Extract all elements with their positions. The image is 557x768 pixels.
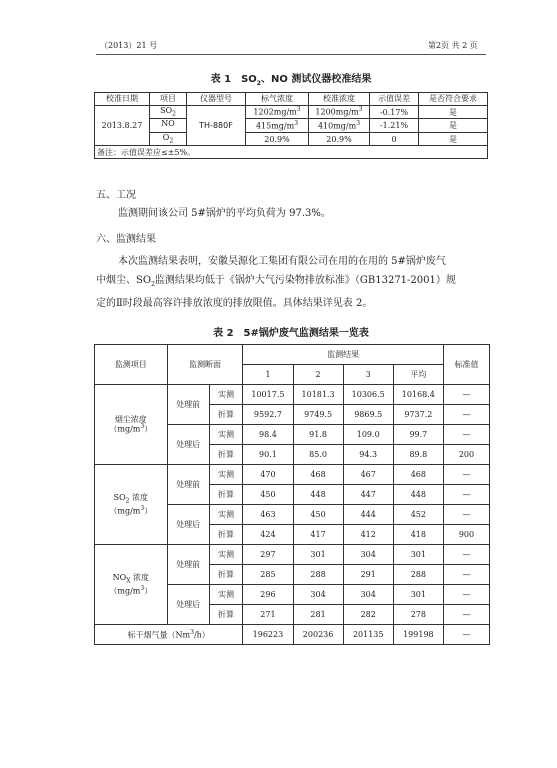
- table2-cell: 450: [293, 505, 343, 525]
- page-info: 第2页 共 2 页: [428, 41, 478, 50]
- table1-header-cell: 是否符合要求: [419, 93, 488, 106]
- table2-type-converted: 折算: [209, 525, 243, 545]
- table2-cell: 10168.4: [393, 385, 443, 405]
- table2-cell: 301: [393, 585, 443, 605]
- table2-cell: 448: [293, 485, 343, 505]
- table1-header-cell: 标气浓度: [246, 93, 309, 106]
- table2-cell: 470: [243, 465, 293, 485]
- table2-cell: 94.3: [343, 445, 393, 465]
- table2-cell: 418: [393, 525, 443, 545]
- table2-std-cell: —: [443, 625, 489, 645]
- table1-item-cell: $O_2$: [150, 132, 187, 145]
- table2-header-item: 监测项目: [95, 345, 168, 385]
- table2-group-label: $SO_2$ 浓度 $(mg/m^3)$: [95, 465, 168, 545]
- table2-cell: 304: [293, 585, 343, 605]
- table2-cell: 282: [343, 605, 393, 625]
- table2-cell: 291: [343, 565, 393, 585]
- table2-cell: 199198: [393, 625, 443, 645]
- table2-cell: 467: [343, 465, 393, 485]
- table2-std-cell: —: [443, 605, 489, 625]
- table2-cell: 447: [343, 485, 393, 505]
- table2-type-converted: 折算: [209, 485, 243, 505]
- table1-header-cell: 仪器型号: [187, 93, 246, 106]
- table1-ok-cell: 是: [419, 132, 488, 145]
- table-row: [95, 119, 488, 132]
- section5-heading: 五、工况: [96, 190, 136, 201]
- table2-cell: 296: [243, 585, 293, 605]
- table-row: [95, 385, 490, 405]
- table2-cell: 288: [393, 565, 443, 585]
- table2-col-header: 1: [243, 365, 293, 385]
- table1-header-cell: 示值误差: [370, 93, 419, 106]
- table2-cell: 9869.5: [343, 405, 393, 425]
- table2-type-converted: 折算: [209, 605, 243, 625]
- table2-cell: 444: [343, 505, 393, 525]
- table2-cell: 452: [393, 505, 443, 525]
- table2-std-cell: —: [443, 405, 489, 425]
- table2-cell: 278: [393, 605, 443, 625]
- table2-cell: 285: [243, 565, 293, 585]
- table2-cell: 109.0: [343, 425, 393, 445]
- table1-model-cell: TH-880F: [187, 106, 246, 146]
- table1-calibration: [94, 92, 488, 159]
- table1-err-cell: -1.21%: [370, 119, 419, 132]
- paragraph-line: 中烟尘、$SO_2$监测结果均低于《锅炉大气污染物排放标准》（GB13271-2001）规: [96, 275, 456, 288]
- table2-cell: 98.4: [243, 425, 293, 445]
- table2-cell: 424: [243, 525, 293, 545]
- table2-std-cell: —: [443, 545, 489, 565]
- table2-std-cell: 900: [443, 525, 489, 545]
- table2-stage-after: 处理后: [167, 425, 209, 465]
- table2-type-measured: 实测: [209, 545, 243, 565]
- table2-cell: 85.0: [293, 445, 343, 465]
- table2-header-std: 标准值: [443, 345, 489, 385]
- table-row: [95, 465, 490, 485]
- table1-err-cell: 0: [370, 132, 419, 145]
- table2-cell: 417: [293, 525, 343, 545]
- table2-std-cell: —: [443, 505, 489, 525]
- table2-cell: 99.7: [393, 425, 443, 445]
- table2-cell: 9749.5: [293, 405, 343, 425]
- table2-header-section: 监测断面: [167, 345, 243, 385]
- table2-cell: 463: [243, 505, 293, 525]
- table-row: [95, 106, 488, 119]
- paragraph-line: 定的Ⅱ时段最高容许排放浓度的排放限值。具体结果详见表 2。: [96, 298, 373, 309]
- table2-cell: 304: [343, 545, 393, 565]
- table2-cell: 9592.7: [243, 405, 293, 425]
- table2-cell: 9737.2: [393, 405, 443, 425]
- table1-item-cell: NO: [150, 119, 187, 132]
- table1-err-cell: -0.17%: [370, 106, 419, 119]
- table2-cell: 91.8: [293, 425, 343, 445]
- table1-note: 备注：示值误差应≤±5%。: [95, 146, 488, 159]
- table2-std-cell: —: [443, 385, 489, 405]
- table2-type-measured: 实测: [209, 465, 243, 485]
- table2-cell: 10017.5: [243, 385, 293, 405]
- table1-ok-cell: 是: [419, 106, 488, 119]
- table2-cell: 412: [343, 525, 393, 545]
- table2-header-results: 监测结果: [243, 345, 444, 365]
- table-row: [95, 545, 490, 565]
- table1-ok-cell: 是: [419, 119, 488, 132]
- table2-cell: 448: [393, 485, 443, 505]
- table2-cell: 450: [243, 485, 293, 505]
- table1-std-cell: 20.9%: [246, 132, 309, 145]
- table2-cell: 281: [293, 605, 343, 625]
- table2-flow-label: 标干烟气量（Nm$^3$/h）: [95, 625, 243, 645]
- table1-std-cell: $415mg/m^3$: [246, 119, 309, 132]
- table1-cal-cell: $410mg/m^3$: [309, 119, 370, 132]
- table2-flow-row: [95, 625, 490, 645]
- table1-header-cell: 校准日期: [95, 93, 150, 106]
- table1-item-cell: $SO_2$: [150, 106, 187, 119]
- table2-std-cell: —: [443, 585, 489, 605]
- table2-cell: 196223: [243, 625, 293, 645]
- table2-stage-after: 处理后: [167, 585, 209, 625]
- table1-header-cell: 校准浓度: [309, 93, 370, 106]
- table2-cell: 301: [393, 545, 443, 565]
- table2-cell: 304: [343, 585, 393, 605]
- table1-header-row: [95, 93, 488, 106]
- section6-paragraph: [96, 252, 488, 313]
- header-rule: [96, 54, 486, 55]
- table1-note-row: [95, 146, 488, 159]
- table2-col-header: 2: [293, 365, 343, 385]
- table2-type-measured: 实测: [209, 585, 243, 605]
- paragraph-line: 本次监测结果表明，安徽昊源化工集团有限公司在用的在用的 5#锅炉废气: [118, 256, 446, 267]
- table2-title: 表 2 5#锅炉废气监测结果一览表: [213, 328, 369, 339]
- table1-title: 表 1 $SO_2$、NO 测试仪器校准结果: [210, 74, 372, 87]
- table2-std-cell: —: [443, 485, 489, 505]
- table2-header-row: [95, 345, 490, 365]
- table2-std-cell: —: [443, 465, 489, 485]
- table2-cell: 10181.3: [293, 385, 343, 405]
- table2-cell: 10306.5: [343, 385, 393, 405]
- table2-type-measured: 实测: [209, 385, 243, 405]
- table2-cell: 271: [243, 605, 293, 625]
- table1-date-cell: 2013.8.27: [95, 106, 150, 146]
- table2-type-converted: 折算: [209, 565, 243, 585]
- document-number: （2013）21 号: [100, 41, 158, 50]
- table2-group-label: $NO_X$ 浓度 $(mg/m^3)$: [95, 545, 168, 625]
- table1-cal-cell: $1200mg/m^3$: [309, 106, 370, 119]
- table2-cell: 468: [393, 465, 443, 485]
- table2-col-header: 3: [343, 365, 393, 385]
- section5-text: 监测期间该公司 5#锅炉的平均负荷为 97.3%。: [118, 208, 331, 219]
- table2-group-label: 烟尘浓度 $(mg/m^3)$: [95, 385, 168, 465]
- table2-type-converted: 折算: [209, 405, 243, 425]
- table2-cell: 90.1: [243, 445, 293, 465]
- table2-cell: 200236: [293, 625, 343, 645]
- table1-header-cell: 项目: [150, 93, 187, 106]
- table1-std-cell: $1202mg/m^3$: [246, 106, 309, 119]
- table2-cell: 468: [293, 465, 343, 485]
- table2-std-cell: —: [443, 565, 489, 585]
- table2-stage-before: 处理前: [167, 465, 209, 505]
- table2-std-cell: —: [443, 425, 489, 445]
- table2-cell: 89.8: [393, 445, 443, 465]
- table2-stage-after: 处理后: [167, 505, 209, 545]
- table2-type-converted: 折算: [209, 445, 243, 465]
- table2-col-header: 平均: [393, 365, 443, 385]
- table2-cell: 288: [293, 565, 343, 585]
- table1-cal-cell: 20.9%: [309, 132, 370, 145]
- table2-stage-before: 处理前: [167, 545, 209, 585]
- table2-type-measured: 实测: [209, 505, 243, 525]
- section6-heading: 六、监测结果: [96, 234, 156, 245]
- table2-cell: 297: [243, 545, 293, 565]
- table2-type-measured: 实测: [209, 425, 243, 445]
- table2-stage-before: 处理前: [167, 385, 209, 425]
- table2-cell: 301: [293, 545, 343, 565]
- table-row: [95, 132, 488, 145]
- table2-std-cell: 200: [443, 445, 489, 465]
- table2-cell: 201135: [343, 625, 393, 645]
- table2-results: [94, 344, 490, 645]
